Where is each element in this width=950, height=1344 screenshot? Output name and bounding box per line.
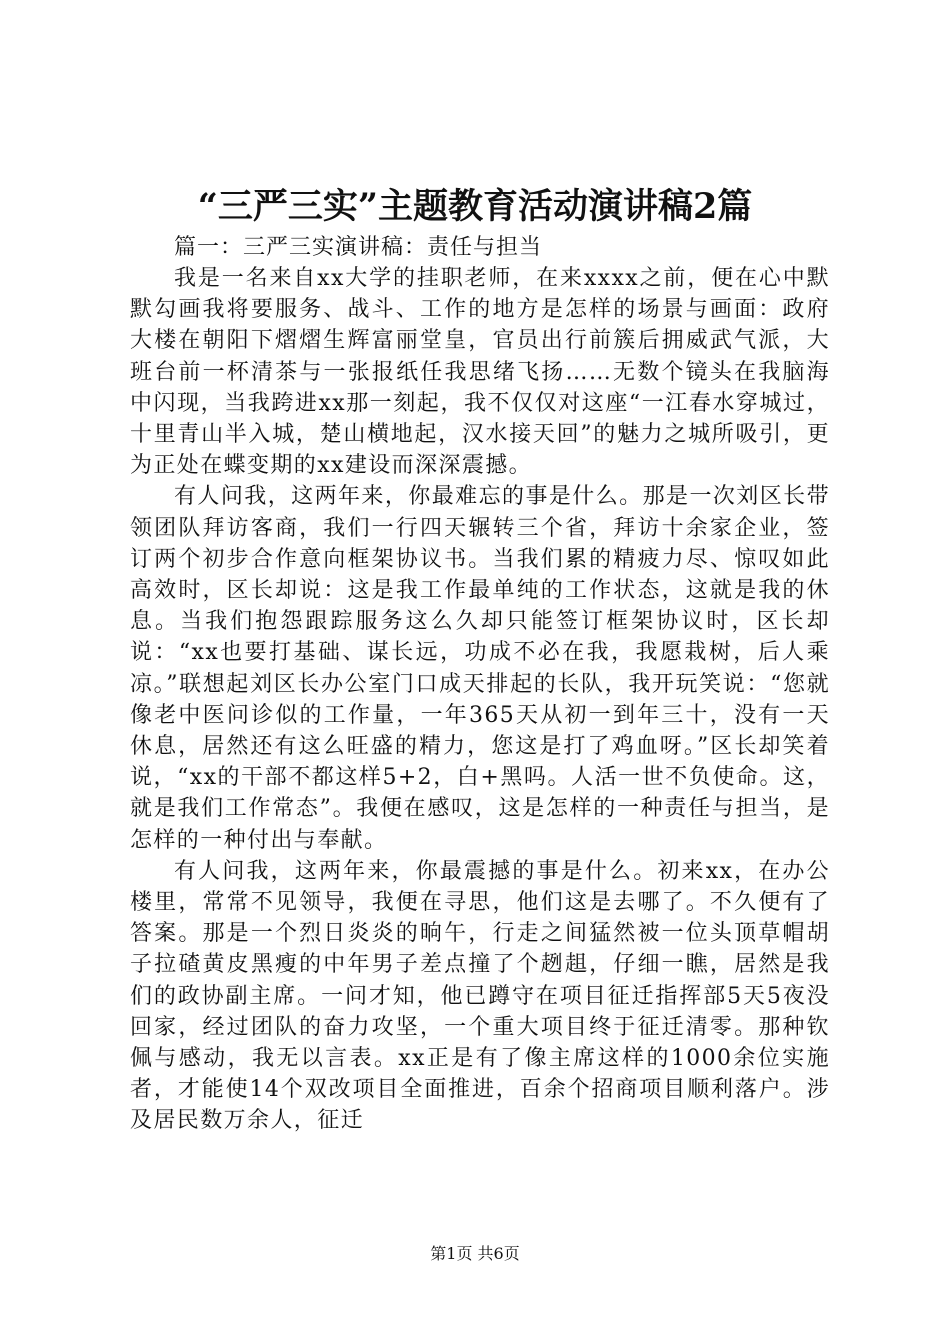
paragraph-1: 我是一名来自xx大学的挂职老师，在来xxxx之前，便在心中默默勾画我将要服务、战斗、工作的地方是怎样的场景与画面：政府大楼在朝阳下熠熠生辉富丽堂皇，官员出行前簇后拥威武气派，大班台前一杯清茶与一张报纸任我思绪飞扬……无数个镜头在我脑海中闪现，当我跨进xx那一刻起，我不仅仅对这座“一江春水穿城过，十里青山半入城，楚山横地起，汉水接天回”的魅力之城所吸引，更为正处在蝶变期的xx建设而深深震撼。 (130, 266, 830, 479)
page-title: “三严三实”主题教育活动演讲稿2篇 (197, 186, 753, 228)
document-body (130, 232, 830, 1137)
paragraph-3: 有人问我，这两年来，你最震撼的事是什么。初来xx，在办公楼里，常常不见领导，我便在寻思，他们这是去哪了。不久便有了答案。那是一个烈日炎炎的晌午，行走之间猛然被一位头顶草帽胡子拉碴黄皮黑瘦的中年男子差点撞了个趔趄，仔细一瞧，居然是我们的政协副主席。一问才知，他已蹲守在项目征迁指挥部5天5夜没回家，经过团队的奋力攻坚，一个重大项目终于征迁清零。那种钦佩与感动，我无以言表。xx正是有了像主席这样的1000余位实施者，才能使14个双改项目全面推进，百余个招商项目顺利落户。涉及居民数万余人，征迁 (130, 858, 830, 1134)
paragraph-2: 有人问我，这两年来，你最难忘的事是什么。那是一次刘区长带领团队拜访客商，我们一行四天辗转三个省，拜访十余家企业，签订两个初步合作意向框架协议书。当我们累的精疲力尽、惊叹如此高效时，区长却说：这是我工作最单纯的工作状态，这就是我的休息。当我们抱怨跟踪服务这么久却只能签订框架协议时，区长却说：“xx也要打基础、谋长远，功成不必在我，我愿栽树，后人乘凉。”联想起刘区长办公室门口成天排起的长队，我开玩笑说：“您就像老中医问诊似的工作量，一年365天从初一到年三十，没有一天休息，居然还有这么旺盛的精力，您这是打了鸡血呀。”区长却笑着说，“xx的干部不都这样5+2，白+黑吗。人活一世不负使命。这，就是我们工作常态”。我便在感叹，这是怎样的一种责任与担当，是怎样的一种付出与奉献。 (130, 484, 830, 853)
page-number-footer: 第1页 共6页 (430, 1244, 520, 1263)
section-subtitle: 篇一：三严三实演讲稿：责任与担当 (174, 235, 543, 260)
